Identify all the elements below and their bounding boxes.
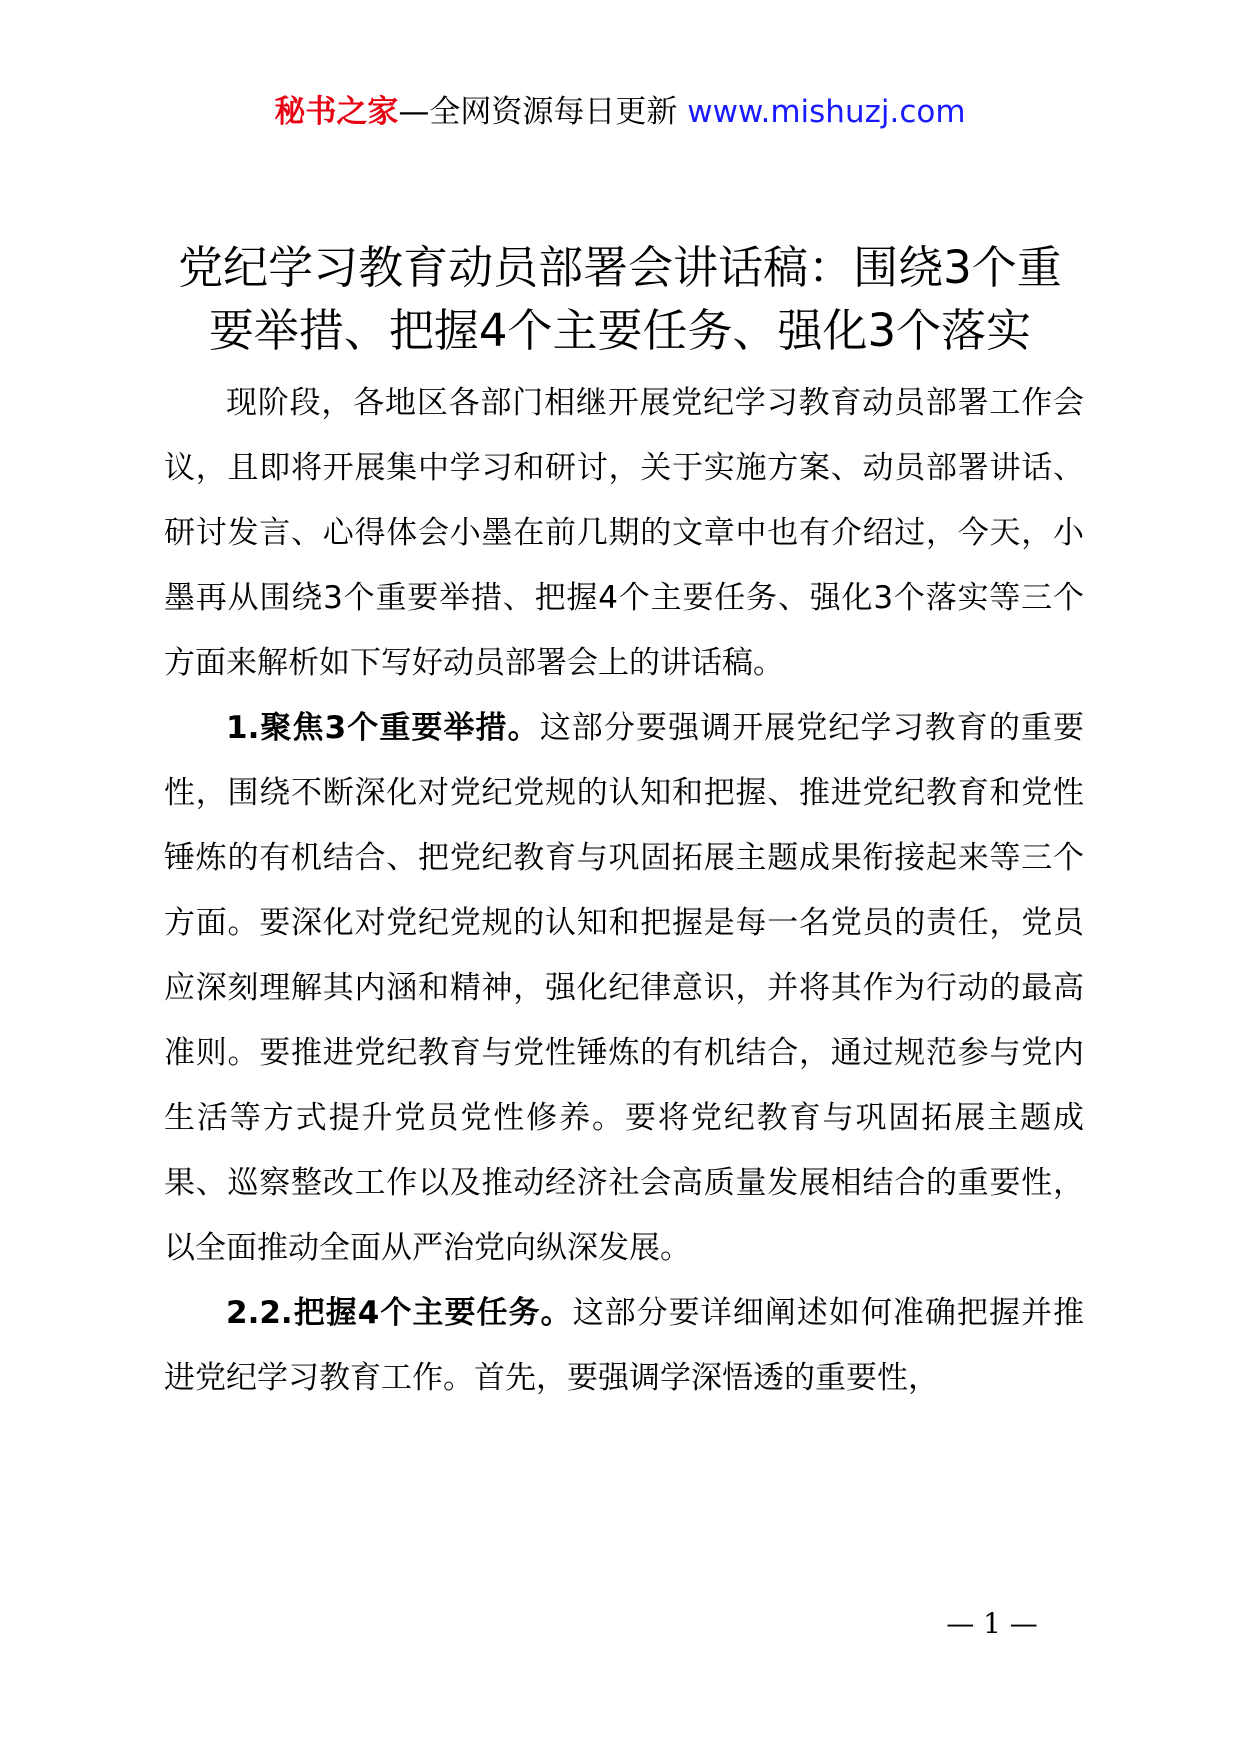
page-number: — 1 — [946, 1607, 1038, 1640]
paragraph-intro-text: 现阶段，各地区各部门相继开展党纪学习教育动员部署工作会议，且即将开展集中学习和研讨，关于实施方案、动员部署讲话、研讨发言、心得体会小墨在前几期的文章中也有介绍过，今天，小墨再从围绕3个重要举措、把握4个主要任务、强化3个落实等三个方面来解析如下写好动员部署会上的讲话稿。 [164, 385, 1084, 681]
section-2-text: 这部分要详细阐述如何准确把握并推进党纪学习教育工作。首先，要强调学深悟透的重要性， [164, 1295, 1085, 1396]
site-brand: 秘书之家 [274, 94, 399, 130]
paragraph-section-2 [164, 1281, 1084, 1411]
site-url[interactable]: www.mishuzj.com [677, 94, 966, 130]
section-1-heading: 1.聚焦3个重要举措。 [226, 710, 540, 746]
title-line-1: 党纪学习教育动员部署会讲话稿：围绕3个重 [178, 241, 1062, 294]
site-tagline: —全网资源每日更新 [398, 94, 678, 130]
paragraph-intro [164, 371, 1084, 696]
site-header [0, 92, 1240, 132]
paragraph-section-1 [164, 696, 1084, 1281]
section-1-text: 这部分要强调开展党纪学习教育的重要性，围绕不断深化对党纪党规的认知和把握、推进党纪教育和党性锤炼的有机结合、把党纪教育与巩固拓展主题成果衔接起来等三个方面。要深化对党纪党规的认知和把握是每一名党员的责任，党员应深刻理解其内涵和精神，强化纪律意识，并将其作为行动的最高准则。要推进党纪教育与党性锤炼的有机结合，通过规范参与党内生活等方式提升党员党性修养。要将党纪教育与巩固拓展主题成果、巡察整改工作以及推动经济社会高质量发展相结合的重要性，以全面推动全面从严治党向纵深发展。 [164, 710, 1084, 1266]
document-body [164, 371, 1084, 1411]
document-title [140, 236, 1100, 362]
section-2-heading: 2.2.把握4个主要任务。 [226, 1295, 573, 1331]
title-line-2: 要举措、把握4个主要任务、强化3个落实 [208, 304, 1032, 357]
